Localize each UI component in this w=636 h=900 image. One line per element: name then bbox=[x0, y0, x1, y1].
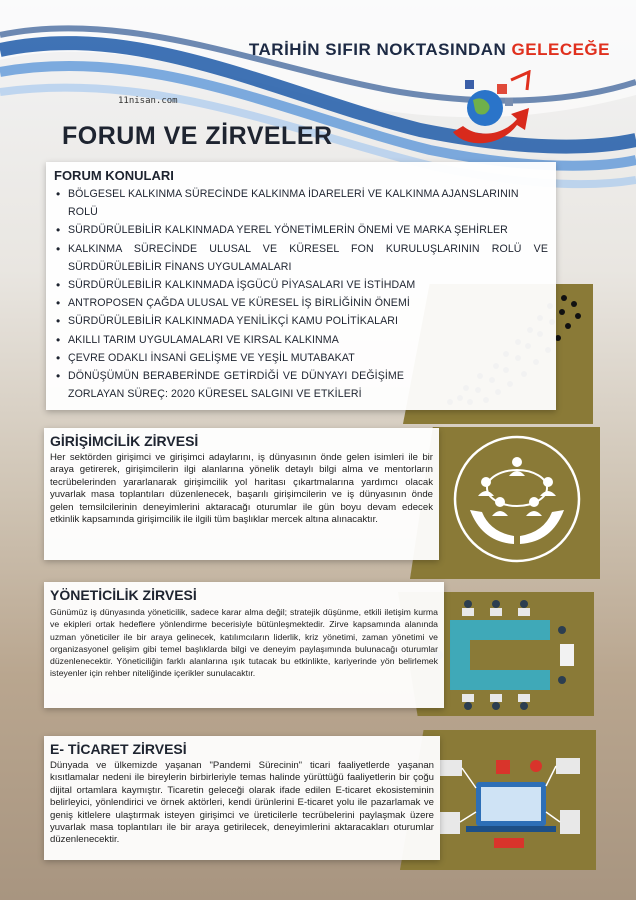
list-item: • BÖLGESEL KALKINMA SÜRECİNDE KALKINMA İDARELERİ VE KALKINMA AJANSLARININ ROLÜ bbox=[54, 185, 548, 221]
list-item: • KALKINMA SÜRECİNDE ULUSAL VE KÜRESEL FON KURULUŞLARININ ROLÜ VE SÜRDÜRÜLEBİLİR FİNANS UYGULAMALARI bbox=[54, 240, 548, 276]
list-item: • ÇEVRE ODAKLI İNSANİ GELİŞME VE YEŞİL MUTABAKAT bbox=[54, 349, 548, 367]
yoneticilik-text: Günümüz iş dünyasında yöneticilik, sadece karar alma değil; stratejik düşünme, etkili iletişim kurma ve ekipleri ortak hedeflere yönlendirme becerisiyle bütünleşmektedir. Zirve kapsamında alanında uzman yöneticiler ile bir araya gelinecek, katılımcıların liderlik, kriz yönetimi, zaman yönetimi ve organizasyonel gelişim gibi temel başlıklarda bilgi ve deneyim paylaşımında bulunacağı oturumlar düzenlenecektir. Yöneticiliğin farklı alanlarına ışık tutacak bu etkinlikte, kariyerinde yön belirlemek isteyenler için rehber niteliğinde içerikler sunulacaktır. bbox=[50, 607, 438, 679]
forum-heading: FORUM KONULARI bbox=[54, 168, 174, 183]
list-item: • AKILLI TARIM UYGULAMALARI VE KIRSAL KALKINMA bbox=[54, 331, 548, 349]
girisimcilik-heading: GİRİŞİMCİLİK ZİRVESİ bbox=[50, 433, 199, 449]
list-item: • ANTROPOSEN ÇAĞDA ULUSAL VE KÜRESEL İŞ BİRLİĞİNİN ÖNEMİ bbox=[54, 294, 548, 312]
forum-topic-list bbox=[54, 185, 548, 403]
eticaret-card bbox=[44, 736, 440, 860]
ecommerce-icon bbox=[436, 752, 586, 857]
yoneticilik-heading: YÖNETİCİLİK ZİRVESİ bbox=[50, 587, 197, 603]
hands-network-icon bbox=[452, 432, 582, 567]
yoneticilik-card bbox=[44, 582, 444, 708]
forum-topics-card bbox=[46, 162, 556, 410]
girisimcilik-text: Her sektörden girişimci ve girişimci adaylarını, iş dünyasının önde gelen isimleri ile bir araya getirerek, girişimcilerin ilgi alanlarına yönelik detaylı bilgi alma ve mentorların tecrübelerinden yararlanarak girişimcilik yol haritası çıkartmalarına yardımcı olacak yuvarlak masa toplantıları düzenlenecek, başarılı girişimcilerin ve iş dünyasının önde gelen temsilcilerinin deneyimlerini aktaracağı oturumlar ile gün boyu devam edecek etkinlik kapsamında girişimcilik ile ilgili tüm başlıklar mercek altına alınacaktır. bbox=[50, 452, 433, 526]
list-item: • SÜRDÜRÜLEBİLİR KALKINMADA İŞGÜCÜ PİYASALARI VE İSTİHDAM bbox=[54, 276, 548, 294]
globe-arrow-icon bbox=[445, 70, 537, 150]
page-title: FORUM VE ZİRVELER bbox=[62, 122, 333, 150]
tagline-main: TARİHİN SIFIR NOKTASINDAN bbox=[248, 40, 512, 59]
list-item: • DÖNÜŞÜMÜN BERABERİNDE GETİRDİĞİ VE DÜNYAYI DEĞİŞİME ZORLAYAN SÜREÇ: 2020 KÜRESEL SALGINI VE ETKİLERİ bbox=[54, 367, 404, 403]
list-item: • SÜRDÜRÜLEBİLİR KALKINMADA YEREL YÖNETİMLERİN ÖNEMİ VE MARKA ŞEHİRLER bbox=[54, 221, 548, 239]
eticaret-heading: E- TİCARET ZİRVESİ bbox=[50, 741, 187, 757]
tagline-accent: GELECEĞE bbox=[511, 40, 610, 59]
list-item: • SÜRDÜRÜLEBİLİR KALKINMADA YENİLİKÇİ KAMU POLİTİKALARI bbox=[54, 312, 548, 330]
watermark: 11nisan.com bbox=[118, 96, 178, 106]
tagline bbox=[249, 40, 610, 60]
eticaret-text: Dünyada ve ülkemizde yaşanan "Pandemi Sürecinin" ticari faaliyetlerde yaşanan kısıtlamalar nedeni ile bireylerin birbirleriyle temas halinde yürüttüğü faaliyetlerin bir çoğu dijital ortamlara kaymıştır. Ticaretin geleceği olarak ifade edilen E-ticaret ekosisteminin belirleyici, yönlendirici ve örnek aktörleri, kendi ürünlerini E-ticaret yolu ile pazarlamak ve geniş kitlelere ulaştırmak isteyen girişimci ve üreticilerle tecrübelerini paylaşmak üzere yuvarlak masa toplantıları ile bir araya getirilecek, deneyimlerini aktaracakları oturumlar düzenlenecektir. bbox=[50, 760, 434, 846]
girisimcilik-card bbox=[44, 428, 439, 560]
